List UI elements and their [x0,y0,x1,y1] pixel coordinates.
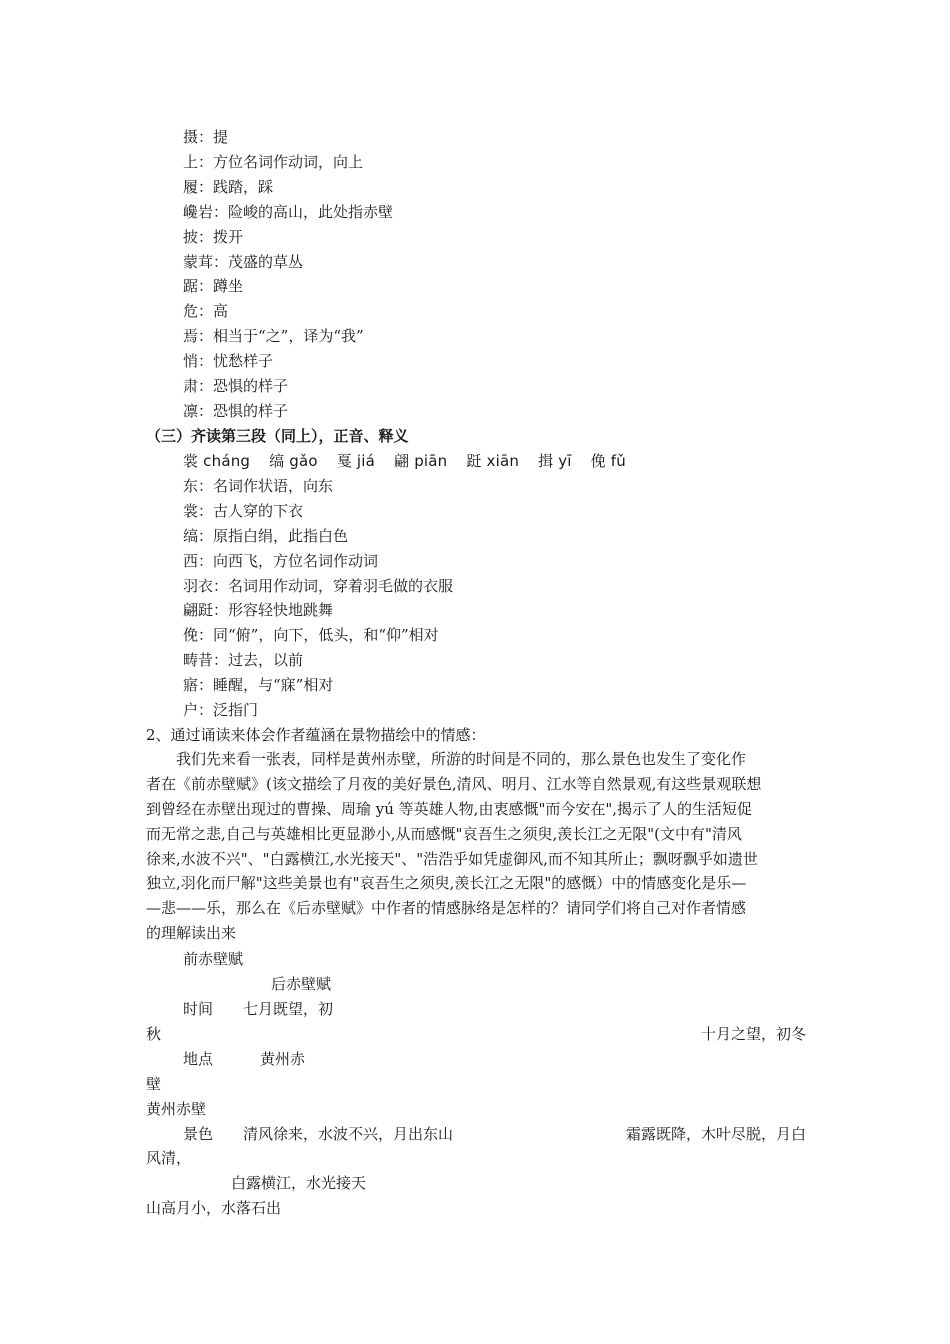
gloss-su: 肃：恐惧的样子 [183,377,289,395]
gloss-lv: 履：践踏，踩 [183,178,274,196]
paragraph-line: —悲——乐，那么在《后赤壁赋》中作者的情感脉络是怎样的？请同学们将自己对作者情感 [146,899,747,918]
pinyin-item: 缟 gǎo [269,452,318,470]
place-front-b: 壁 [146,1075,162,1093]
pinyin-row [183,451,640,471]
gloss-wu: 寤：睡醒，与“寐”相对 [183,676,334,694]
table-header-front: 前赤壁赋 [183,950,244,968]
row-label-scene: 景色 [183,1125,214,1143]
gloss-qiao: 悄：忧愁样子 [183,352,274,370]
paragraph-line: 我们先来看一张表，同样是黄州赤壁，所游的时间是不同的，那么景色也发生了变化作 [146,750,747,768]
analysis-paragraph [146,747,808,946]
gloss-shang: 上：方位名词作动词，向上 [183,153,364,171]
place-front-a: 黄州赤 [260,1050,306,1068]
row-label-place: 地点 [183,1050,214,1068]
pinyin-item: 跹 xiān [466,452,520,470]
pinyin-item: 揖 yī [538,452,572,470]
gloss-hu: 户：泛指门 [183,701,259,719]
gloss-mengrong: 蒙茸：茂盛的草丛 [183,253,304,271]
time-back: 十月之望，初冬 [700,1025,806,1043]
paragraph-line: 者在《前赤壁赋》(该文描绘了月夜的美好景色,清风、明月、江水等自然景观,有这些景观联想 [146,774,762,793]
gloss-chouxi: 畴昔：过去，以前 [183,651,304,669]
point-2-title: 2、通过诵读来体会作者蕴涵在景物描绘中的情感： [146,726,486,744]
scene-front-1: 清风徐来，水波不兴，月出东山 [243,1125,454,1143]
gloss-xi: 西：向西飞，方位名词作动词 [183,552,379,570]
gloss-she: 摄：提 [183,128,229,146]
paragraph-line: 而无常之悲,自己与英雄相比更显渺小,从而感慨"哀吾生之须臾,羡长江之无限"(文中有"清风 [146,824,742,843]
scene-back-2: 山高月小，水落石出 [146,1199,282,1217]
scene-back-1a: 霜露既降，木叶尽脱，月白 [625,1125,806,1143]
pinyin-item: 戛 jiá [336,452,376,470]
scene-front-2: 白露横江，水光接天 [231,1174,367,1192]
paragraph-line: 徐来,水波不兴"、"白露横江,水光接天"、"浩浩乎如凭虚御风,而不知其所止；飘呀飘乎如遗世 [146,849,758,868]
gloss-wei: 危：高 [183,302,229,320]
gloss-dong: 东：名词作状语，向东 [183,477,334,495]
gloss-ju: 踞：蹲坐 [183,277,244,295]
section-3-heading: （三）齐读第三段（同上），正音、释义 [146,427,409,445]
gloss-chang: 裳：古人穿的下衣 [183,502,304,520]
gloss-pi: 披：拨开 [183,228,244,246]
time-front-a: 七月既望，初 [243,1000,334,1018]
row-label-time: 时间 [183,1000,214,1018]
gloss-fu: 俛：同“俯”，向下，低头，和“仰”相对 [183,626,439,644]
gloss-chanyan: 巉岩：险峻的高山，此处指赤壁 [183,203,394,221]
time-front-b: 秋 [146,1025,162,1043]
pinyin-item: 俛 fǔ [590,452,626,470]
gloss-pianxian: 翩跹：形容轻快地跳舞 [183,601,334,619]
place-back: 黄州赤壁 [146,1100,207,1118]
gloss-yan: 焉：相当于“之”，译为“我” [183,327,364,345]
scene-back-1b: 风清， [146,1149,192,1167]
table-header-back: 后赤壁赋 [271,975,332,993]
pinyin-item: 裳 cháng [183,452,251,470]
pinyin-item: 翩 piān [394,452,448,470]
paragraph-line: 独立,羽化而尸解"这些美景也有"哀吾生之须臾,羡长江之无限"的感慨）中的情感变化是乐— [146,874,747,893]
paragraph-line: 的理解读出来 [146,924,237,943]
paragraph-line: 到曾经在赤壁出现过的曹操、周瑜 yú 等英雄人物,由衷感慨"而今安在",揭示了人的生活短促 [146,799,753,818]
gloss-gao: 缟：原指白绢，此指白色 [183,527,349,545]
gloss-lin: 凛：恐惧的样子 [183,402,289,420]
gloss-yuyi: 羽衣：名词用作动词，穿着羽毛做的衣服 [183,577,454,595]
